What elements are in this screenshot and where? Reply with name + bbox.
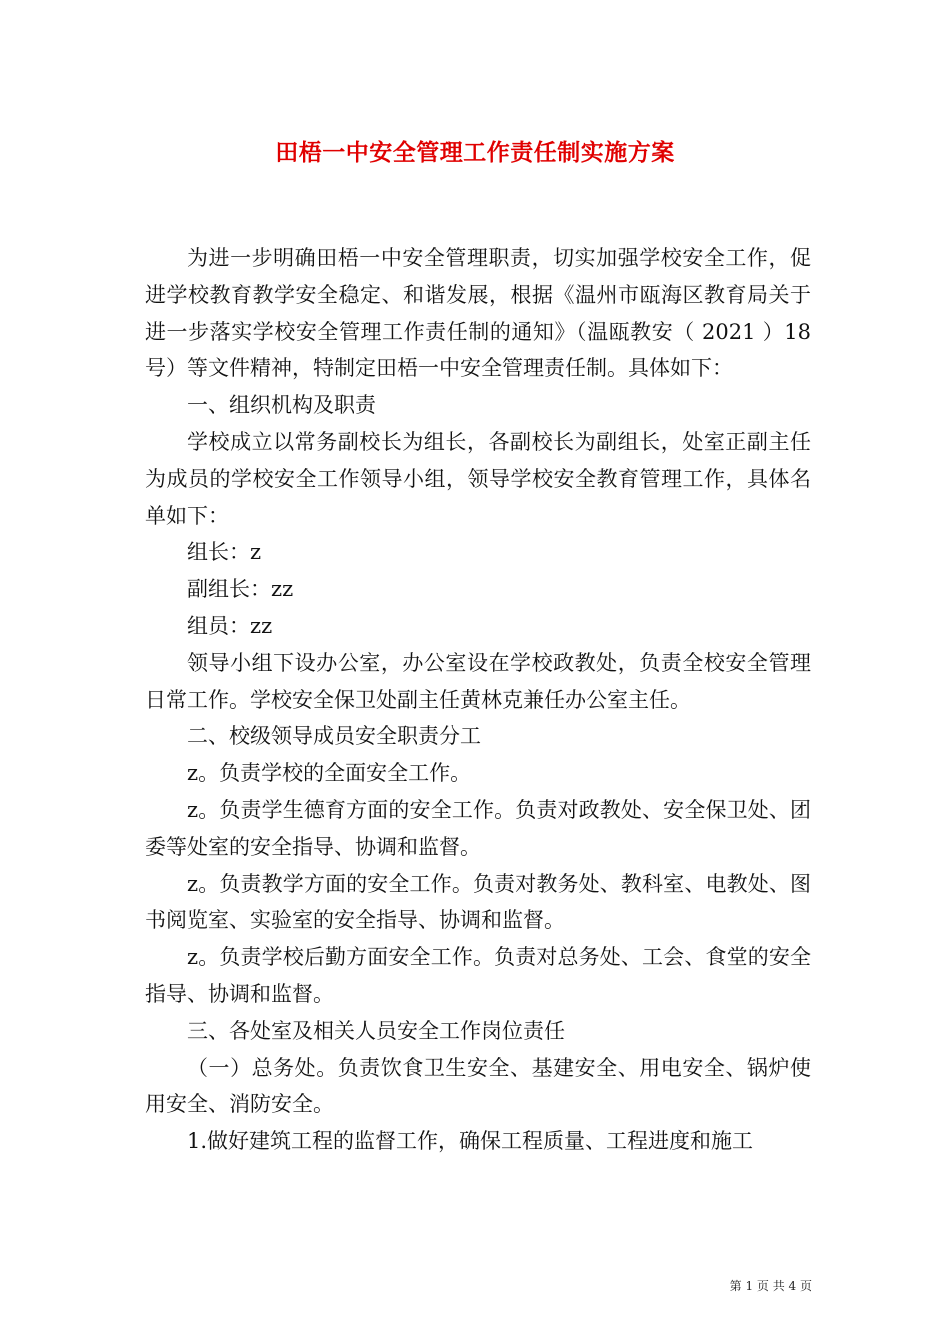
paragraph-members: 组员：zz (187, 613, 273, 638)
section-heading-2: 二、校级领导成员安全职责分工 (187, 724, 481, 749)
paragraph-duty-2: z。负责学生德育方面的安全工作。负责对政教处、安全保卫处、团委等处室的安全指导、协调和监督。 (145, 797, 811, 859)
section-heading-1: 一、组织机构及职责 (187, 393, 376, 418)
paragraph-office: 领导小组下设办公室，办公室设在学校政教处，负责全校安全管理日常工作。学校安全保卫处副主任黄林克兼任办公室主任。 (145, 650, 811, 712)
paragraph-duty-4: z。负责学校后勤方面安全工作。负责对总务处、工会、食堂的安全指导、协调和监督。 (145, 945, 811, 1006)
document-title: 田梧一中安全管理工作责任制实施方案 (275, 139, 675, 166)
document-body (145, 240, 811, 1160)
paragraph-leader: 组长：z (187, 540, 262, 565)
paragraph-duty-3: z。负责教学方面的安全工作。负责对教务处、教科室、电教处、图书阅览室、实验室的安全指导、协调和监督。 (145, 871, 811, 933)
paragraph-deputy-leader: 副组长：zz (187, 577, 294, 602)
paragraph-organization: 学校成立以常务副校长为组长，各副校长为副组长，处室正副主任为成员的学校安全工作领导小组，领导学校安全教育管理工作，具体名单如下： (145, 429, 811, 528)
paragraph-item-1: 1.做好建筑工程的监督工作，确保工程质量、工程进度和施工 (187, 1129, 754, 1154)
section-heading-3: 三、各处室及相关人员安全工作岗位责任 (187, 1018, 565, 1043)
page-footer: 第 1 页 共 4 页 (729, 1279, 812, 1293)
paragraph-duty-1: z。负责学校的全面安全工作。 (187, 761, 472, 786)
paragraph-intro: 为进一步明确田梧一中安全管理职责，切实加强学校安全工作，促进学校教育教学安全稳定、和谐发展，根据《温州市瓯海区教育局关于进一步落实学校安全管理工作责任制的通知》（温瓯教安（ 2021 ）18号）等文件精神，特制定田梧一中安全管理责任制。具体如下： (145, 246, 811, 381)
paragraph-general-affairs: （一）总务处。负责饮食卫生安全、基建安全、用电安全、锅炉使用安全、消防安全。 (145, 1055, 811, 1117)
